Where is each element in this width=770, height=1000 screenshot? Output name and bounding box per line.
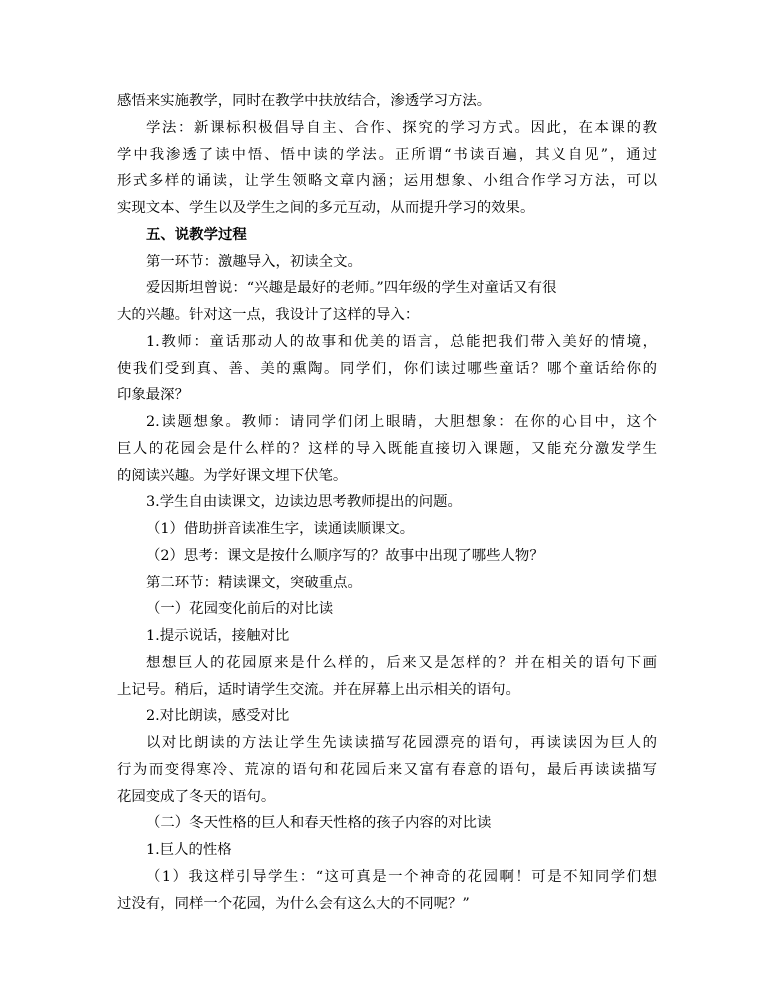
text-line: （1）我这样引导学生：“这可真是一个神奇的花园啊！可是不知同学们想 bbox=[146, 868, 657, 885]
document-body bbox=[117, 88, 657, 917]
text-line: 1.巨人的性格 bbox=[146, 842, 232, 858]
text-line: 3.学生自由读课文，边读边思考教师提出的问题。 bbox=[146, 494, 462, 511]
text-line: 大的兴趣。针对这一点，我设计了这样的导入： bbox=[117, 307, 420, 323]
text-line: 以对比朗读的方法让学生先读读描写花园漂亮的语句，再读读因为巨人的 bbox=[146, 735, 657, 751]
text-line: （1）借助拼音读准生字，读通读顺课文。 bbox=[146, 521, 415, 537]
text-line: 爱因斯坦曾说：“兴趣是最好的老师。”四年级的学生对童话又有很 bbox=[146, 280, 557, 297]
text-line: 2.对比朗读，感受对比 bbox=[146, 708, 290, 725]
text-line: 感悟来实施教学，同时在教学中扶放结合，渗透学习方法。 bbox=[117, 93, 492, 109]
text-line: 学法：新课标积极倡导自主、合作、探究的学习方式。因此，在本课的教 bbox=[146, 119, 657, 136]
text-line: 花园变成了冬天的语句。 bbox=[117, 788, 276, 805]
text-line: 过没有，同样一个花园，为什么会有这么大的不同呢？” bbox=[117, 895, 470, 912]
text-line: （2）思考：课文是按什么顺序写的？故事中出现了哪些人物？ bbox=[146, 547, 544, 564]
text-line: 行为而变得寒冷、荒凉的语句和花园后来又富有春意的语句，最后再读读描写 bbox=[117, 761, 657, 778]
text-line: （二）冬天性格的巨人和春天性格的孩子内容的对比读 bbox=[146, 815, 492, 832]
text-line: 第二环节：精读课文，突破重点。 bbox=[146, 574, 362, 591]
text-line: 形式多样的诵读，让学生领略文章内涵；运用想象、小组合作学习方法，可以 bbox=[117, 173, 657, 190]
text-line: 想想巨人的花园原来是什么样的，后来又是怎样的？并在相关的语句下画 bbox=[146, 654, 657, 671]
section-heading: 五、说教学过程 bbox=[146, 225, 247, 243]
text-line: 上记号。稍后，适时请学生交流。并在屏幕上出示相关的语句。 bbox=[117, 681, 520, 698]
text-line: 2.读题想象。教师：请同学们闭上眼睛，大胆想象：在你的心目中，这个 bbox=[146, 414, 657, 430]
text-line: 1.教师：童话那动人的故事和优美的语言，总能把我们带入美好的情境， bbox=[146, 333, 657, 350]
text-line: 巨人的花园会是什么样的？这样的导入既能直接切入课题，又能充分激发学生 bbox=[117, 440, 657, 457]
text-line: 的阅读兴趣。为学好课文埋下伏笔。 bbox=[117, 467, 348, 484]
text-line: 使我们受到真、善、美的熏陶。同学们，你们读过哪些童话？哪个童话给你的 bbox=[117, 360, 657, 377]
text-line: 印象最深？ bbox=[117, 387, 189, 404]
text-line: 1.提示说话，接触对比 bbox=[146, 628, 290, 644]
text-line: 第一环节：激趣导入，初读全文。 bbox=[146, 253, 362, 270]
text-line: （一）花园变化前后的对比读 bbox=[146, 601, 334, 618]
text-line: 学中我渗透了读中悟、悟中读的学法。正所谓“书读百遍，其义自见”，通过 bbox=[117, 146, 657, 163]
text-line: 实现文本、学生以及学生之间的多元互动，从而提升学习的效果。 bbox=[117, 200, 535, 216]
